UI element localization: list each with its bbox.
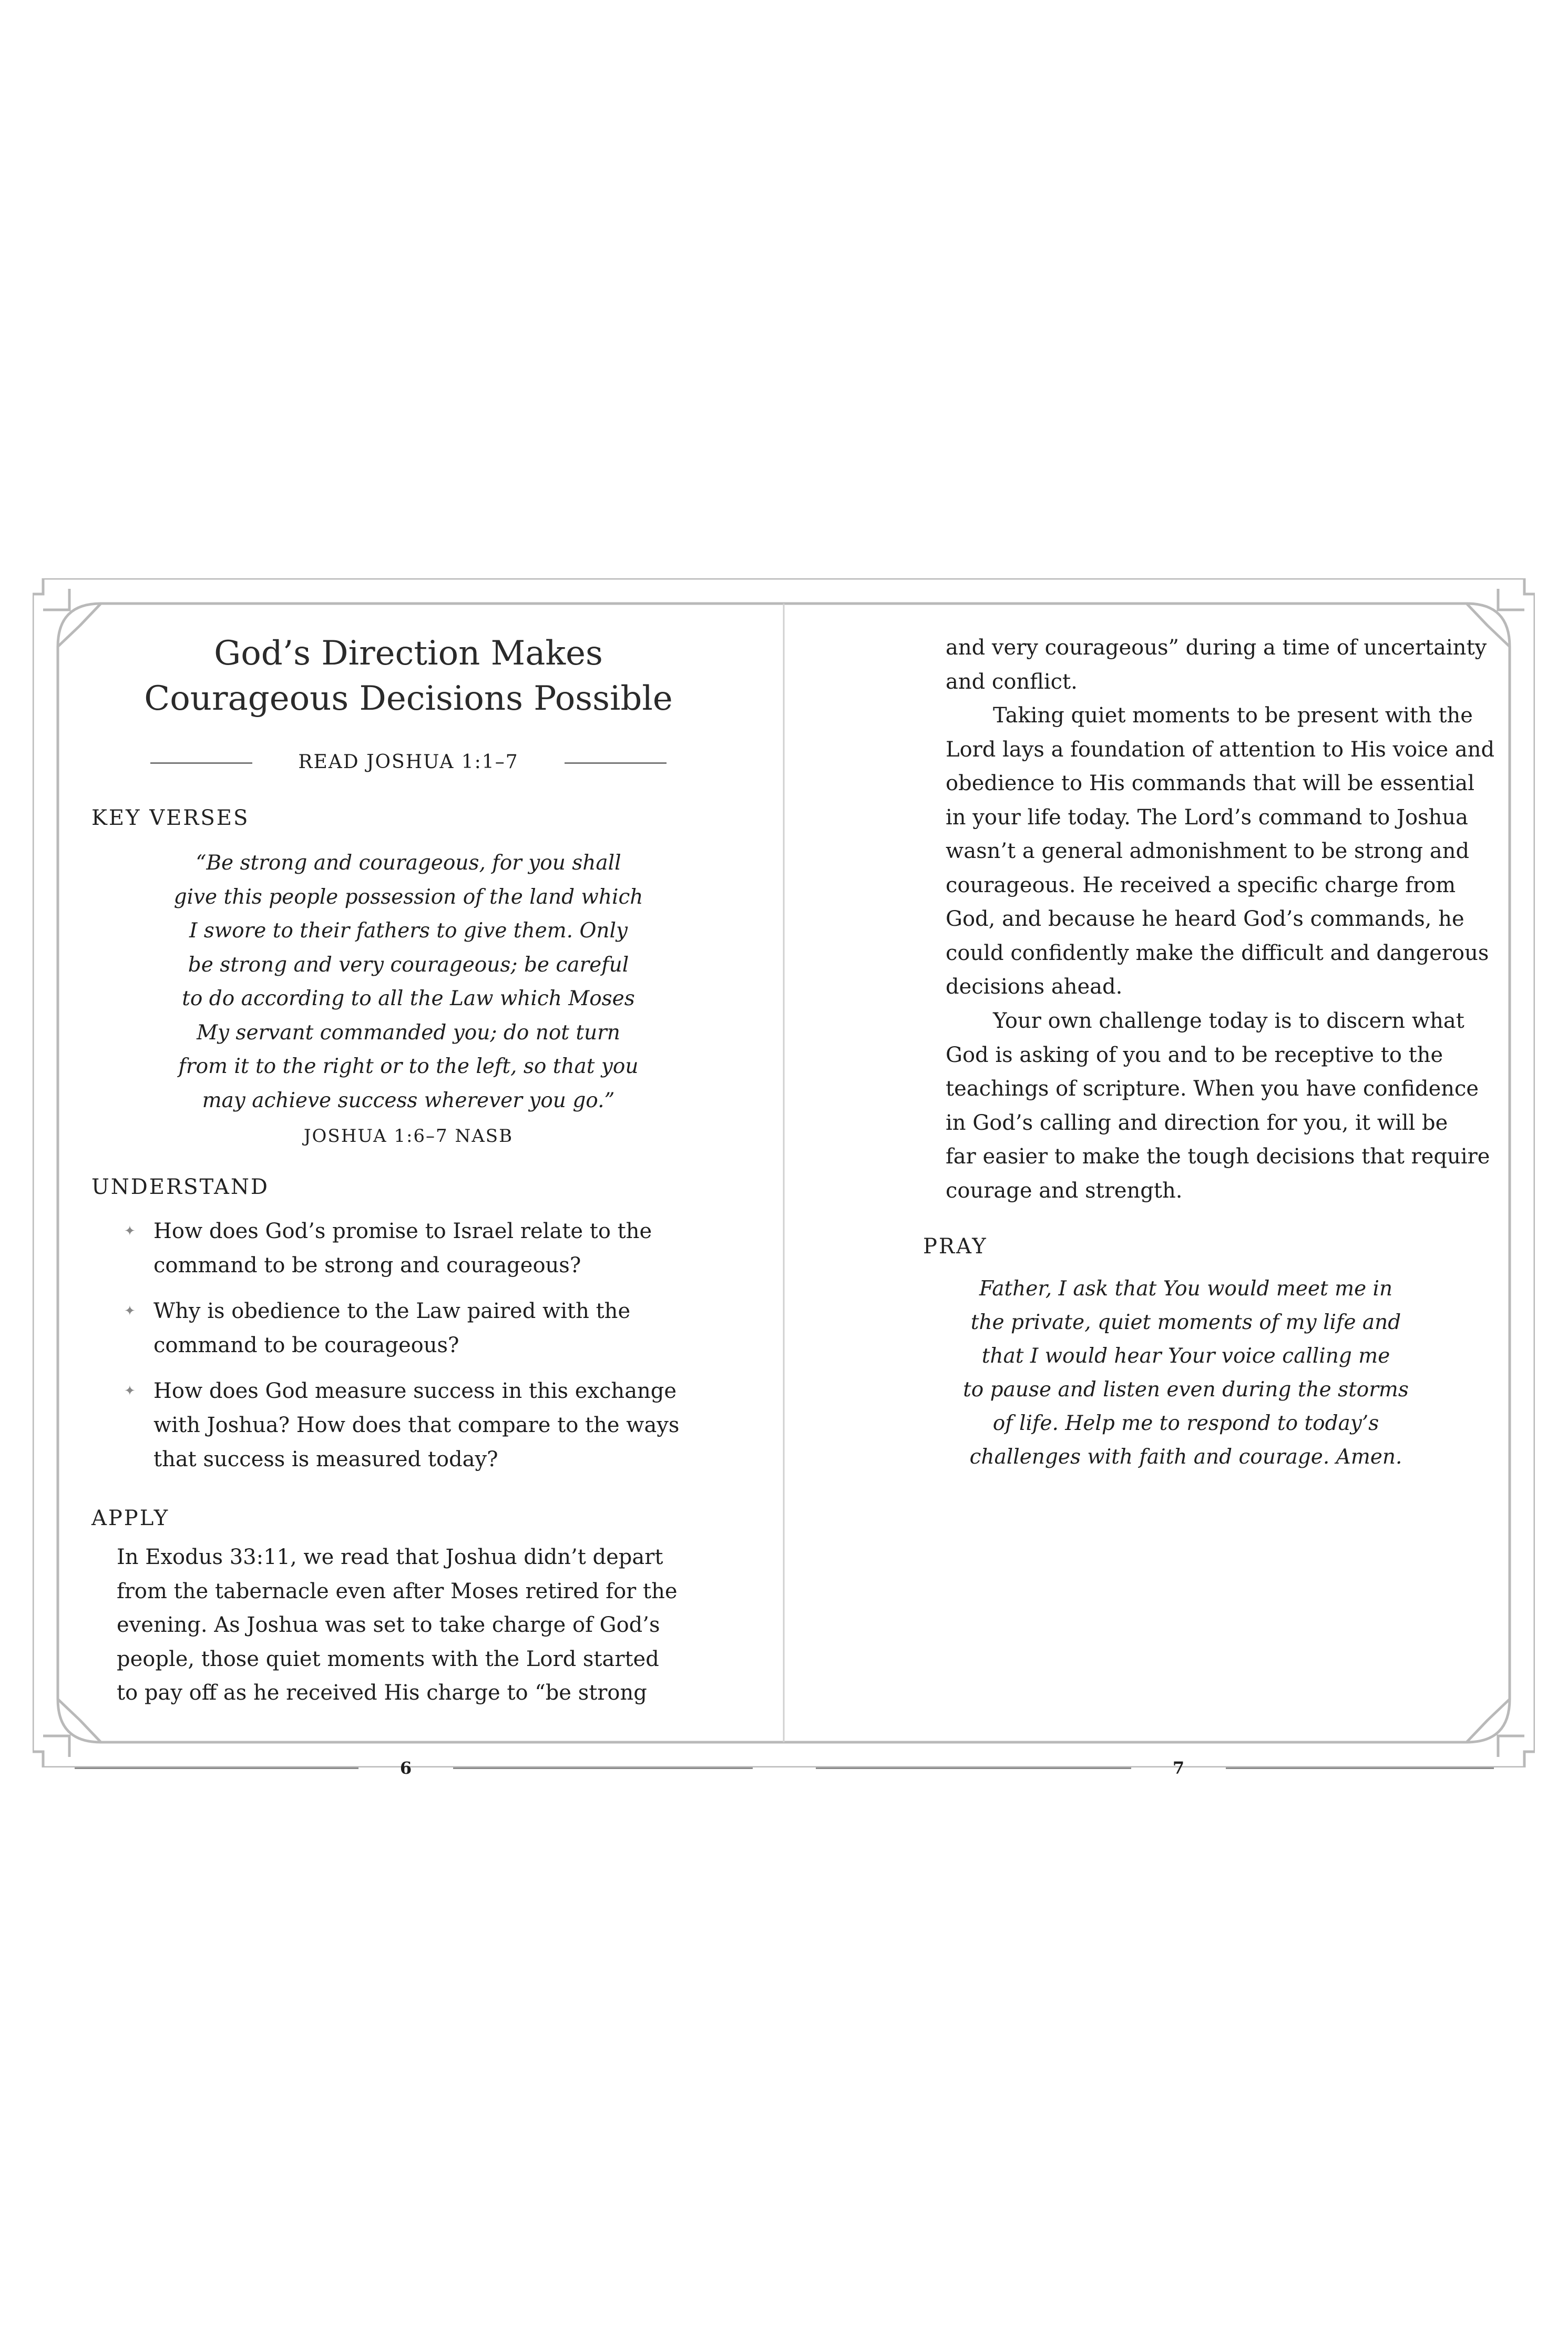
paragraph-challenge: Your own challenge today is to discern what God is asking of you and to be receptive to the teachings of scripture. When you have confidence in God’s calling and direction for you, it will be far easier to make the tough decisions that require courage and strength. [946, 1009, 1490, 1203]
verse-reference: JOSHUA 1:6–7 NASB [303, 1126, 514, 1147]
reading-reference [150, 748, 667, 777]
prayer-text [957, 1272, 1415, 1474]
prayer-line: Father, I ask that You would meet me in [979, 1277, 1393, 1301]
question-item: ✦ How does God measure success in this exchange with Joshua? How does that compare to the ways that success is measured today? [101, 1374, 705, 1477]
title-line-2: Courageous Decisions Possible [144, 679, 673, 718]
reading-text: READ JOSHUA 1:1–7 [298, 751, 519, 773]
prayer-line: that I would hear Your voice calling me [981, 1344, 1390, 1368]
verse-line: give this people possession of the land which [173, 885, 643, 909]
title-line-1: God’s Direction Makes [214, 634, 603, 673]
understand-heading: UNDERSTAND [91, 1175, 269, 1199]
prayer-line: of life. Help me to respond to today’s [992, 1412, 1379, 1435]
verse-line: My servant commanded you; do not turn [197, 1020, 620, 1045]
verse-line: to do according to all the Law which Moses [182, 987, 635, 1010]
paragraph-quiet-moments: Taking quiet moments to be present with the Lord lays a foundation of attention to His voice and obedience to His commands that will be essential in your life today. The Lord’s command to Joshua wasn’t a general admonishment to be strong and courageous. He received a specific charge from God, and because he heard God’s commands, he could confidently make the difficult and dangerous decisions ahead. [946, 703, 1495, 999]
page-number-left [75, 1754, 753, 1782]
apply-heading: APPLY [91, 1506, 170, 1530]
apply-continued: and very courageous” during a time of uncertainty and conflict. [946, 636, 1487, 694]
question-item: ✦ How does God’s promise to Israel relate to the command to be strong and courageous? [101, 1214, 705, 1283]
divider-right [565, 762, 667, 764]
verse-line: I swore to their fathers to give them. Only [189, 919, 628, 943]
bullet-icon: ✦ [124, 1383, 136, 1399]
verse-line: be strong and very courageous; be careful [188, 953, 629, 977]
question-item: ✦ Why is obedience to the Law paired with the command to be courageous? [101, 1294, 705, 1363]
book-spread [33, 578, 1535, 1778]
page-number: 6 [399, 1758, 412, 1778]
verse-line: from it to the right or to the left, so that you [178, 1055, 639, 1078]
left-page [33, 578, 784, 1767]
key-verses-text [122, 846, 695, 1118]
page-number: 7 [1172, 1758, 1185, 1778]
page-number-right [816, 1754, 1494, 1782]
verse-line: “Be strong and courageous, for you shall [196, 851, 621, 875]
right-page [784, 578, 1535, 1767]
prayer-line: the private, quiet moments of my life and [970, 1311, 1401, 1334]
question-list [101, 1214, 705, 1488]
prayer-line: challenges with faith and courage. Amen. [969, 1445, 1402, 1469]
page-title [111, 631, 705, 721]
bullet-icon: ✦ [124, 1223, 136, 1239]
verse-line: may achieve success wherever you go.” [202, 1088, 615, 1112]
key-verses-heading: KEY VERSES [91, 806, 250, 830]
prayer-line: to pause and listen even during the storms [963, 1378, 1409, 1402]
apply-paragraph: In Exodus 33:11, we read that Joshua didn’t depart from the tabernacle even after Moses retired for the evening. As Joshua was set to take charge of God’s people, those quiet moments with the Lord started to pay off as he received His charge to “be strong [117, 1545, 678, 1705]
pray-heading: PRAY [923, 1234, 988, 1259]
bullet-icon: ✦ [124, 1303, 136, 1319]
